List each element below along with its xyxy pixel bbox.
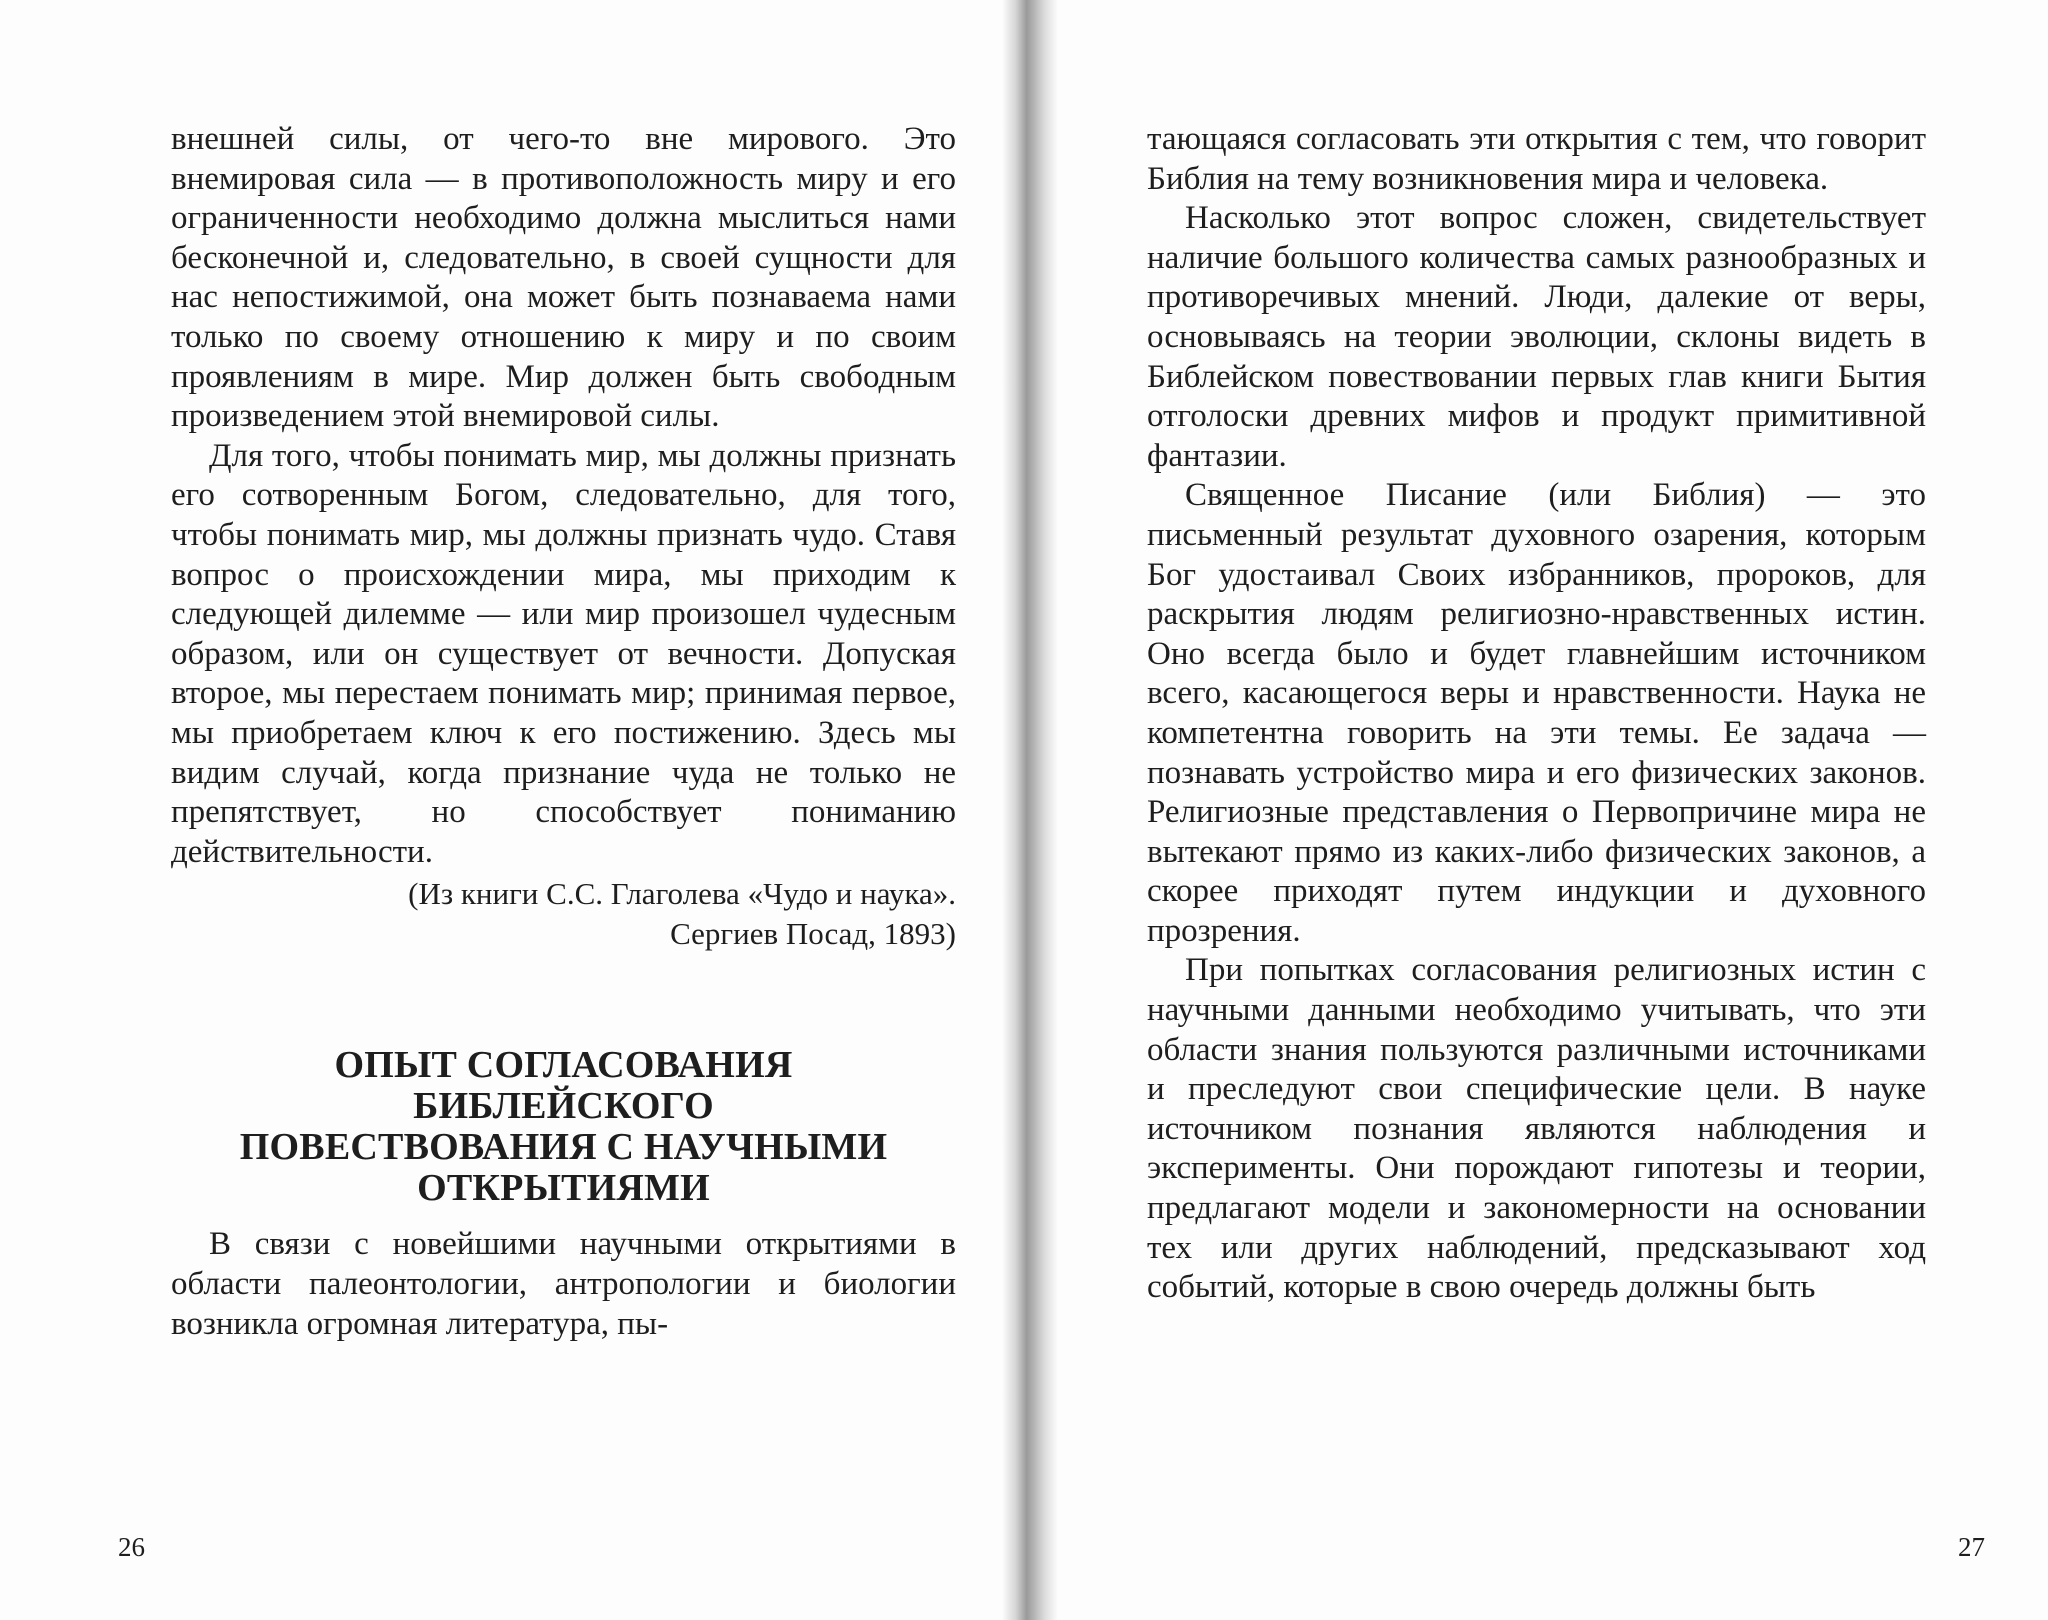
left-page-text [171, 120, 956, 1344]
right-page-text [1147, 120, 1926, 1308]
left-page-number: 26 [118, 1532, 145, 1562]
right-page-number: 27 [1958, 1532, 1985, 1562]
book-gutter [1002, 0, 1058, 1620]
right-paragraph-3: При попытках согласования религиозных истин с научными данными необходимо учитывать, что эти области знания пользуются различными источниками и преследуют свои специфические цели. В науке источником познания являются наблюдения и эксперименты. Они порождают гипотезы и теории, предлагают модели и закономерности на основании тех или других наблюдений, предсказывают ход событий, которые в свою очередь должны быть [1147, 952, 1926, 1306]
quote-source-line-2: Сергиев Посад, 1893) [670, 915, 956, 951]
section-heading-line-4: ОТКРЫТИЯМИ [417, 1167, 710, 1210]
left-paragraph-2: Для того, чтобы понимать мир, мы должны признать его сотворенным Богом, следовательно, для того, чтобы понимать мир, мы должны признать чудо. Ставя вопрос о происхождении мира, мы приходим к следующей дилемме — или мир произошел чудесным образом, или он существует от вечности. Допуская второе, мы перестаем понимать мир; принимая первое, мы приобретаем ключ к его постижению. Здесь мы видим случай, когда признание чуда не только не препятствует, но способствует пониманию действительности. [171, 437, 956, 870]
right-paragraph-continuation: тающаяся согласовать эти открытия с тем, что говорит Библия на тему возникновения мира и человека. [1147, 121, 1926, 197]
quote-source-line-1: (Из книги С.С. Глаголева «Чудо и наука». [408, 876, 956, 912]
section-heading-line-3: ПОВЕСТВОВАНИЯ С НАУЧНЫМИ [239, 1126, 888, 1169]
left-page [0, 0, 1020, 1620]
quote-source [171, 874, 956, 953]
right-paragraph-1: Насколько этот вопрос сложен, свидетельствует наличие большого количества самых разнообразных и противоречивых мнений. Люди, далекие от веры, основываясь на теории эволюции, склоны видеть в Библейском повествовании первых глав книги Бытия отголоски древних мифов и продукт примитивной фантазии. [1147, 200, 1926, 474]
right-page [1040, 0, 2048, 1620]
section-heading-line-1: ОПЫТ СОГЛАСОВАНИЯ [334, 1044, 793, 1087]
section-heading [171, 1045, 956, 1209]
section-heading-line-2: БИБЛЕЙСКОГО [413, 1085, 714, 1128]
left-paragraph-3: В связи с новейшими научными открытиями в области палеонтологии, антропологии и биологии возникла огромная литература, пы- [171, 1226, 956, 1342]
left-paragraph-1: внешней силы, от чего-то вне мирового. Это внемировая сила — в противоположность миру и его ограниченности необходимо должна мыслиться нами бесконечной и, следовательно, в своей сущности для нас непостижимой, она может быть познаваема нами только по своему отношению к миру и по своим проявлениям в мире. Мир должен быть свободным произведением этой внемировой силы. [171, 121, 956, 435]
right-paragraph-2: Священное Писание (или Библия) — это письменный результат духовного озарения, которым Бог удостаивал Своих избранников, пророков, для раскрытия людям религиозно-нравственных истин. Оно всегда было и будет главнейшим источником всего, касающегося веры и нравственности. Наука не компетентна говорить на эти темы. Ее задача — познавать устройство мира и его физических законов. Религиозные представления о Первопричине мира не вытекают прямо из каких-либо физических законов, а скорее приходят путем индукции и духовного прозрения. [1147, 477, 1926, 949]
